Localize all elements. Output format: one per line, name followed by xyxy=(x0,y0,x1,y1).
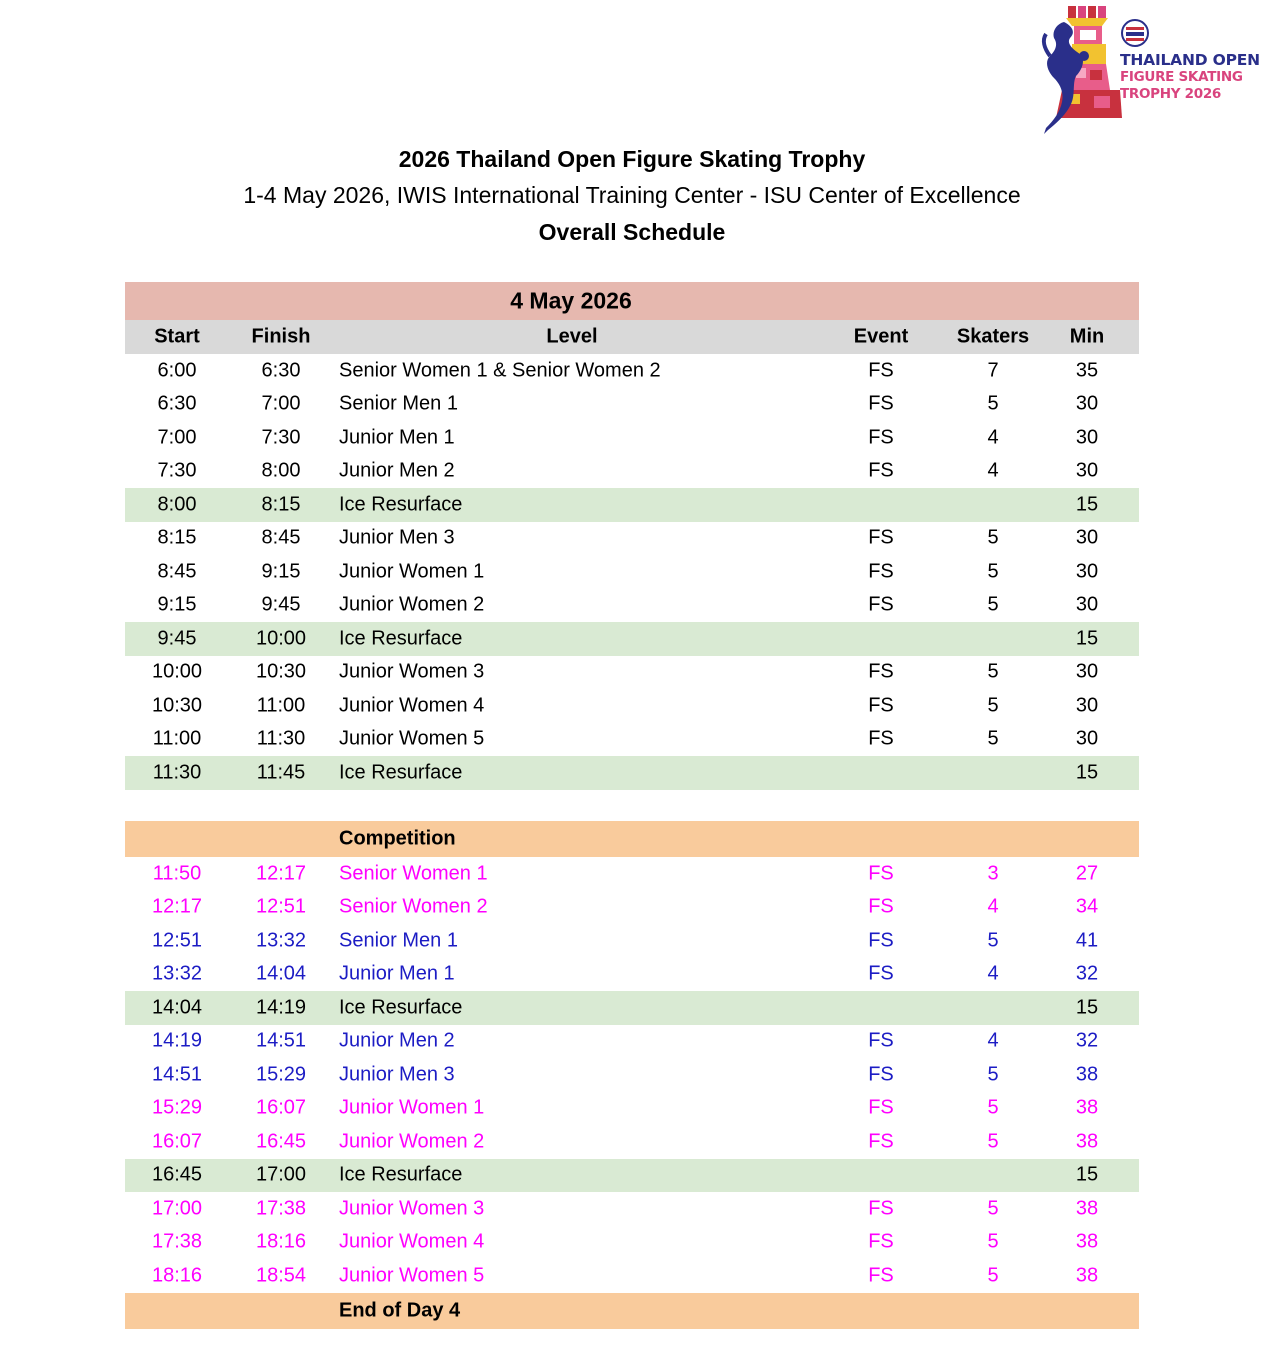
cell-event: FS xyxy=(868,1264,894,1287)
schedule-date: 4 May 2026 xyxy=(510,287,632,314)
cell-skaters: 5 xyxy=(987,1197,999,1220)
cell-finish: 13:32 xyxy=(255,929,307,952)
cell-start: 14:51 xyxy=(151,1063,203,1086)
cell-min: 32 xyxy=(1075,962,1099,985)
end-of-day-row xyxy=(125,1293,1139,1329)
ice-resurface-row xyxy=(125,622,1139,656)
cell-finish: 9:15 xyxy=(261,560,301,583)
cell-skaters: 5 xyxy=(987,727,999,750)
cell-start: 7:30 xyxy=(157,459,197,482)
cell-min: 30 xyxy=(1075,660,1099,683)
cell-min: 30 xyxy=(1075,560,1099,583)
logo-line-3: TROPHY 2026 xyxy=(1120,86,1222,102)
cell-event: FS xyxy=(868,526,894,549)
cell-finish: 11:30 xyxy=(256,727,306,750)
cell-finish: 14:19 xyxy=(255,996,307,1019)
cell-skaters: 5 xyxy=(987,1096,999,1119)
column-header-event: Event xyxy=(853,325,909,348)
cell-skaters: 4 xyxy=(987,895,999,918)
cell-skaters: 4 xyxy=(987,1029,999,1052)
cell-event: FS xyxy=(868,459,894,482)
cell-finish: 18:16 xyxy=(255,1230,307,1253)
cell-skaters: 4 xyxy=(987,962,999,985)
table-row xyxy=(125,1092,1139,1126)
cell-start: 7:00 xyxy=(157,426,197,449)
cell-start: 11:30 xyxy=(152,761,202,784)
event-logo xyxy=(1036,4,1258,136)
cell-min: 30 xyxy=(1075,459,1099,482)
cell-event: FS xyxy=(868,560,894,583)
cell-skaters: 5 xyxy=(987,560,999,583)
cell-finish: 11:00 xyxy=(256,694,306,717)
cell-skaters: 5 xyxy=(987,1230,999,1253)
cell-skaters: 4 xyxy=(987,459,999,482)
cell-event: FS xyxy=(868,929,894,952)
cell-event: FS xyxy=(868,359,894,382)
cell-level: Ice Resurface xyxy=(339,996,463,1019)
cell-finish: 15:29 xyxy=(255,1063,307,1086)
competition-schedule-table xyxy=(125,821,1139,1329)
cell-level: Junior Men 2 xyxy=(339,1029,455,1052)
cell-event: FS xyxy=(868,593,894,616)
cell-finish: 7:00 xyxy=(261,392,301,415)
cell-level: Junior Women 5 xyxy=(339,727,485,750)
cell-event: FS xyxy=(868,1063,894,1086)
cell-min: 35 xyxy=(1075,359,1099,382)
column-header-finish: Finish xyxy=(251,325,311,348)
table-row xyxy=(125,1125,1139,1159)
cell-start: 12:51 xyxy=(151,929,203,952)
table-row xyxy=(125,891,1139,925)
cell-start: 10:00 xyxy=(151,660,203,683)
cell-finish: 14:04 xyxy=(255,962,307,985)
cell-skaters: 5 xyxy=(987,1264,999,1287)
cell-min: 15 xyxy=(1075,1163,1099,1186)
cell-finish: 16:07 xyxy=(255,1096,307,1119)
cell-finish: 7:30 xyxy=(261,426,301,449)
cell-skaters: 4 xyxy=(987,426,999,449)
cell-event: FS xyxy=(868,1130,894,1153)
table-row xyxy=(125,1058,1139,1092)
cell-finish: 18:54 xyxy=(255,1264,307,1287)
cell-start: 16:07 xyxy=(151,1130,203,1153)
column-header-min: Min xyxy=(1069,325,1105,348)
cell-level: Junior Women 4 xyxy=(339,1230,485,1253)
table-row xyxy=(125,1025,1139,1059)
cell-level: Junior Women 4 xyxy=(339,694,485,717)
cell-level: Ice Resurface xyxy=(339,1163,463,1186)
column-header-start: Start xyxy=(154,325,200,348)
cell-min: 34 xyxy=(1075,895,1099,918)
cell-skaters: 5 xyxy=(987,660,999,683)
cell-level: Ice Resurface xyxy=(339,761,463,784)
table-row xyxy=(125,1259,1139,1293)
figure-skater-logo-icon xyxy=(1036,4,1122,136)
cell-start: 8:15 xyxy=(157,526,197,549)
cell-finish: 11:45 xyxy=(256,761,306,784)
cell-finish: 14:51 xyxy=(255,1029,307,1052)
cell-level: Junior Women 2 xyxy=(339,593,485,616)
cell-start: 9:15 xyxy=(157,593,197,616)
column-header-level: Level xyxy=(546,325,598,348)
cell-level: Junior Women 3 xyxy=(339,660,485,683)
cell-event: FS xyxy=(868,727,894,750)
practice-schedule-table xyxy=(125,282,1139,790)
cell-min: 38 xyxy=(1075,1264,1099,1287)
cell-min: 15 xyxy=(1075,493,1099,516)
cell-level: Junior Women 5 xyxy=(339,1264,485,1287)
cell-min: 38 xyxy=(1075,1130,1099,1153)
cell-skaters: 5 xyxy=(987,694,999,717)
cell-level: Senior Women 1 xyxy=(339,862,488,885)
ice-resurface-row xyxy=(125,991,1139,1025)
table-row xyxy=(125,924,1139,958)
cell-min: 38 xyxy=(1075,1063,1099,1086)
logo-wordmark xyxy=(1120,52,1260,103)
column-header-skaters: Skaters xyxy=(956,325,1030,348)
cell-event: FS xyxy=(868,426,894,449)
cell-min: 15 xyxy=(1075,761,1099,784)
cell-event: FS xyxy=(868,660,894,683)
cell-skaters: 3 xyxy=(987,862,999,885)
cell-level: Senior Men 1 xyxy=(339,929,458,952)
cell-start: 8:00 xyxy=(157,493,197,516)
cell-finish: 8:00 xyxy=(261,459,301,482)
cell-start: 11:50 xyxy=(152,862,202,885)
table-row xyxy=(125,522,1139,556)
date-row xyxy=(125,282,1139,320)
cell-level: Junior Men 3 xyxy=(339,1063,455,1086)
cell-finish: 16:45 xyxy=(255,1130,307,1153)
table-row xyxy=(125,656,1139,690)
cell-finish: 6:30 xyxy=(261,359,301,382)
cell-min: 30 xyxy=(1075,392,1099,415)
cell-level: Junior Men 1 xyxy=(339,962,455,985)
cell-min: 30 xyxy=(1075,426,1099,449)
logo-line-1: THAILAND OPEN xyxy=(1120,51,1260,69)
cell-min: 38 xyxy=(1075,1230,1099,1253)
cell-min: 30 xyxy=(1075,526,1099,549)
table-row xyxy=(125,958,1139,992)
cell-skaters: 5 xyxy=(987,929,999,952)
logo-line-2: FIGURE SKATING xyxy=(1120,69,1243,85)
cell-min: 41 xyxy=(1075,929,1099,952)
cell-skaters: 5 xyxy=(987,526,999,549)
cell-event: FS xyxy=(868,1096,894,1119)
cell-skaters: 5 xyxy=(987,593,999,616)
cell-start: 17:00 xyxy=(151,1197,203,1220)
table-row xyxy=(125,589,1139,623)
cell-start: 8:45 xyxy=(157,560,197,583)
end-of-day-label: End of Day 4 xyxy=(339,1299,461,1321)
table-row xyxy=(125,354,1139,388)
cell-level: Junior Men 1 xyxy=(339,426,455,449)
cell-start: 6:30 xyxy=(157,392,197,415)
cell-min: 30 xyxy=(1075,727,1099,750)
cell-finish: 10:00 xyxy=(255,627,307,650)
cell-level: Junior Women 2 xyxy=(339,1130,485,1153)
cell-finish: 12:51 xyxy=(255,895,307,918)
cell-event: FS xyxy=(868,1029,894,1052)
cell-start: 16:45 xyxy=(151,1163,203,1186)
cell-finish: 8:15 xyxy=(261,493,301,516)
cell-event: FS xyxy=(868,1230,894,1253)
cell-finish: 12:17 xyxy=(255,862,307,885)
table-row xyxy=(125,388,1139,422)
cell-min: 38 xyxy=(1075,1197,1099,1220)
cell-event: FS xyxy=(868,962,894,985)
cell-min: 38 xyxy=(1075,1096,1099,1119)
ice-resurface-row xyxy=(125,756,1139,790)
cell-finish: 17:38 xyxy=(255,1197,307,1220)
cell-event: FS xyxy=(868,895,894,918)
ice-resurface-row xyxy=(125,488,1139,522)
thai-association-emblem-icon xyxy=(1120,18,1150,48)
cell-skaters: 5 xyxy=(987,1130,999,1153)
table-row xyxy=(125,689,1139,723)
document-subtitle: 1-4 May 2026, IWIS International Training Center - ISU Center of Excellence xyxy=(243,182,1021,208)
table-row xyxy=(125,723,1139,757)
cell-start: 14:04 xyxy=(151,996,203,1019)
cell-min: 15 xyxy=(1075,627,1099,650)
cell-min: 30 xyxy=(1075,593,1099,616)
document-title: 2026 Thailand Open Figure Skating Trophy xyxy=(398,146,866,172)
cell-finish: 17:00 xyxy=(255,1163,307,1186)
cell-min: 27 xyxy=(1075,862,1099,885)
cell-level: Senior Women 2 xyxy=(339,895,488,918)
table-row xyxy=(125,1226,1139,1260)
cell-skaters: 5 xyxy=(987,1063,999,1086)
table-row xyxy=(125,1192,1139,1226)
cell-finish: 9:45 xyxy=(261,593,301,616)
cell-event: FS xyxy=(868,862,894,885)
competition-section-row xyxy=(125,821,1139,857)
cell-level: Junior Men 3 xyxy=(339,526,455,549)
cell-start: 10:30 xyxy=(151,694,203,717)
cell-level: Ice Resurface xyxy=(339,493,463,516)
cell-skaters: 7 xyxy=(987,359,999,382)
cell-level: Junior Women 3 xyxy=(339,1197,485,1220)
cell-level: Junior Men 2 xyxy=(339,459,455,482)
table-row xyxy=(125,455,1139,489)
cell-start: 12:17 xyxy=(151,895,203,918)
cell-finish: 10:30 xyxy=(255,660,307,683)
cell-level: Senior Men 1 xyxy=(339,392,458,415)
cell-level: Senior Women 1 & Senior Women 2 xyxy=(339,359,661,382)
cell-event: FS xyxy=(868,1197,894,1220)
cell-start: 9:45 xyxy=(157,627,197,650)
cell-event: FS xyxy=(868,392,894,415)
competition-rows xyxy=(125,857,1139,1293)
cell-start: 13:32 xyxy=(151,962,203,985)
cell-start: 6:00 xyxy=(157,359,197,382)
cell-min: 15 xyxy=(1075,996,1099,1019)
schedule-label: Overall Schedule xyxy=(538,219,726,245)
cell-skaters: 5 xyxy=(987,392,999,415)
practice-rows xyxy=(125,354,1139,790)
table-row xyxy=(125,421,1139,455)
cell-min: 30 xyxy=(1075,694,1099,717)
cell-start: 15:29 xyxy=(151,1096,203,1119)
column-header-row xyxy=(125,320,1139,354)
cell-finish: 8:45 xyxy=(261,526,301,549)
cell-min: 32 xyxy=(1075,1029,1099,1052)
cell-level: Junior Women 1 xyxy=(339,1096,485,1119)
cell-event: FS xyxy=(868,694,894,717)
cell-level: Ice Resurface xyxy=(339,627,463,650)
table-row xyxy=(125,555,1139,589)
cell-level: Junior Women 1 xyxy=(339,560,485,583)
cell-start: 14:19 xyxy=(151,1029,203,1052)
table-row xyxy=(125,857,1139,891)
cell-start: 18:16 xyxy=(151,1264,203,1287)
competition-label: Competition xyxy=(339,827,456,850)
ice-resurface-row xyxy=(125,1159,1139,1193)
cell-start: 17:38 xyxy=(151,1230,203,1253)
cell-start: 11:00 xyxy=(152,727,202,750)
